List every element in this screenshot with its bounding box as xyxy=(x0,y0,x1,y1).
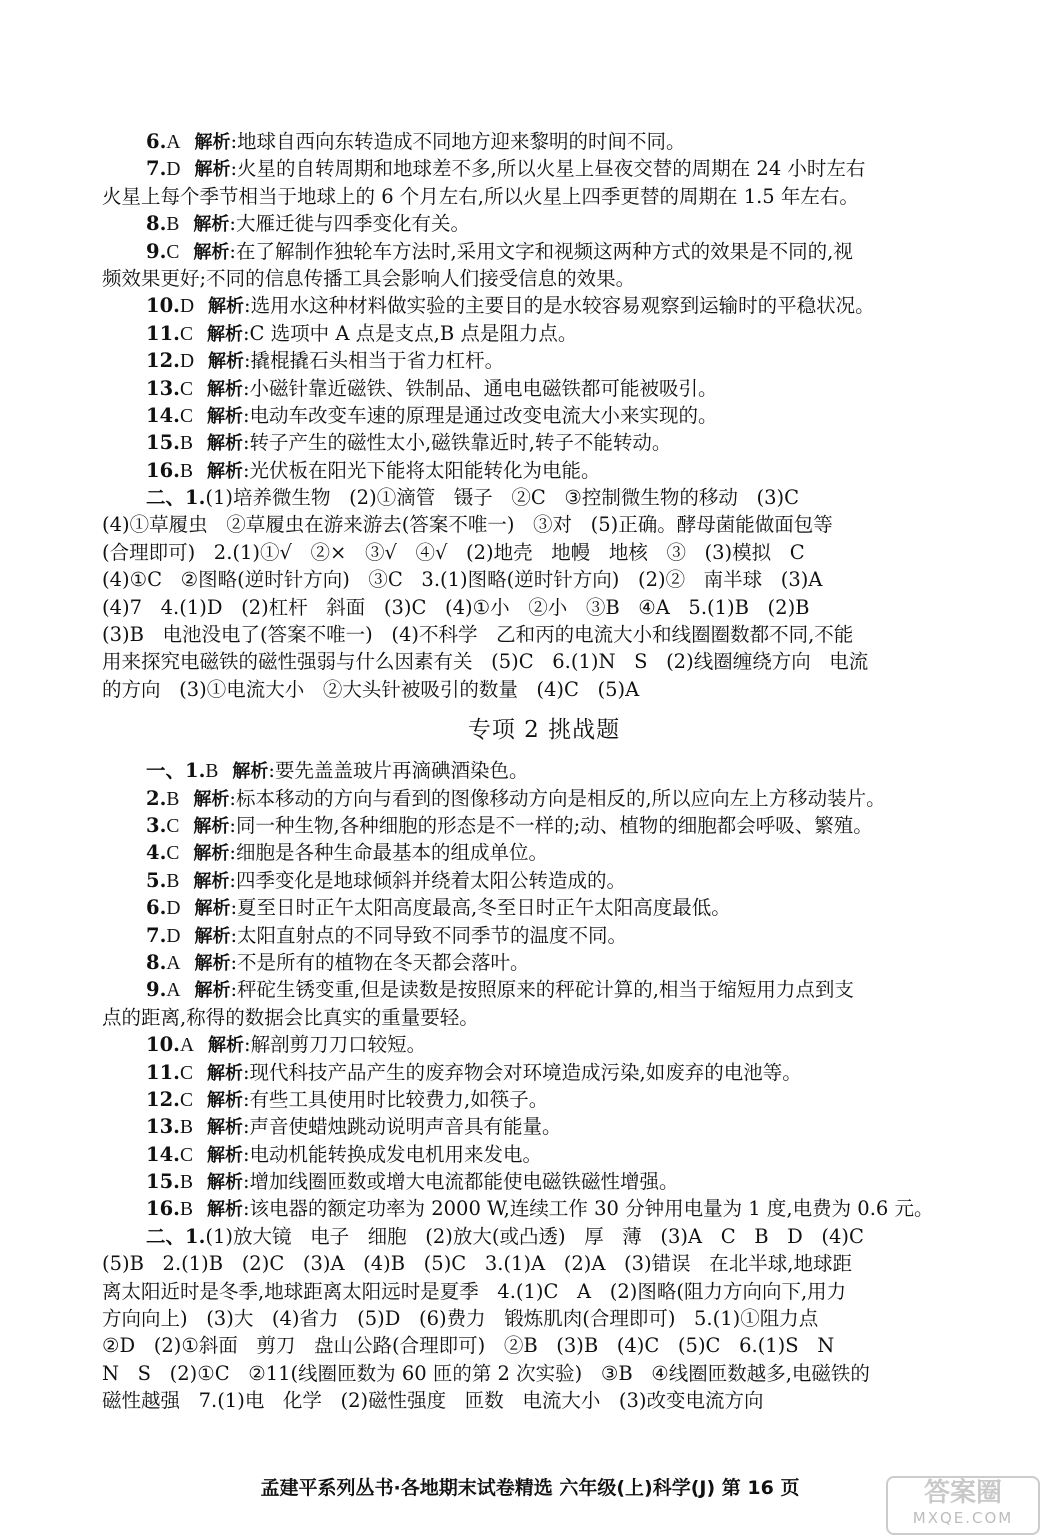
answer-text: :选用水这种材料做实验的主要目的是水较容易观察到运输时的平稳状况。 xyxy=(244,294,875,318)
answer-line xyxy=(102,785,986,812)
answer-line xyxy=(102,839,986,866)
analysis-label: 解析 xyxy=(193,815,230,837)
analysis-label: 解析 xyxy=(206,460,243,482)
answer-choice: D xyxy=(166,925,181,947)
answer-text: :太阳直射点的不同导致不同季节的温度不同。 xyxy=(230,923,628,947)
answer-line xyxy=(102,594,986,621)
answer-choice: B xyxy=(179,433,193,455)
section-2-answers xyxy=(102,757,986,1414)
answer-choice: B xyxy=(166,870,180,892)
answer-line xyxy=(102,375,986,402)
answer-text: :火星的自转周期和地球差不多,所以火星上昼夜交替的周期在 24 小时左右 xyxy=(230,157,866,181)
answer-line xyxy=(102,894,986,921)
answer-text: :四季变化是地球倾斜并绕着太阳公转造成的。 xyxy=(229,868,626,892)
answer-line xyxy=(102,347,986,374)
watermark-logo xyxy=(886,1476,1040,1535)
analysis-label: 解析 xyxy=(194,132,231,153)
answer-line xyxy=(102,292,986,319)
answer-text: :转子产生的磁性太小,磁铁靠近时,转子不能转动。 xyxy=(242,431,672,455)
analysis-label: 解析 xyxy=(194,159,231,181)
answer-line xyxy=(102,976,986,1003)
answer-choice: C xyxy=(179,378,193,400)
analysis-label: 解析 xyxy=(193,870,230,892)
question-number: 15. xyxy=(146,431,180,455)
answer-line xyxy=(102,1059,986,1086)
answer-line xyxy=(102,922,986,949)
section-1-answers xyxy=(102,128,986,703)
answer-choice: D xyxy=(166,159,181,181)
analysis-label: 解析 xyxy=(206,1062,243,1084)
watermark-text: 答案圈 xyxy=(923,1478,1002,1508)
question-number: 9. xyxy=(146,239,167,263)
answer-line xyxy=(102,757,986,784)
answer-text: :现代科技产品产生的废弃物会对环境造成污染,如废弃的电池等。 xyxy=(242,1060,802,1084)
question-number: 13. xyxy=(146,376,180,400)
analysis-label: 解析 xyxy=(206,1117,243,1139)
answer-line xyxy=(102,1168,986,1195)
answer-line xyxy=(102,238,986,265)
analysis-label: 解析 xyxy=(193,788,230,810)
analysis-label: 解析 xyxy=(206,433,243,455)
answer-choice: B xyxy=(205,761,219,783)
answer-text: ②D (2)①斜面 剪刀 盘山公路(合理即可) ②B (3)B (4)C (5)C 6.(1)S N xyxy=(102,1334,835,1358)
answer-text: 频效果更好;不同的信息传播工具会影响人们接受信息的效果。 xyxy=(102,266,636,290)
answer-choice: A xyxy=(166,132,181,153)
analysis-label: 解析 xyxy=(208,1035,245,1057)
answer-line xyxy=(102,1360,986,1387)
answer-line xyxy=(102,812,986,839)
question-number: 14. xyxy=(146,1142,180,1166)
answer-line xyxy=(102,265,986,292)
question-number: 8. xyxy=(146,950,167,974)
watermark-url: MXQE.COM xyxy=(912,1509,1014,1527)
answer-choice: C xyxy=(179,323,193,345)
answer-line xyxy=(102,1387,986,1414)
question-number: 一、1. xyxy=(146,759,206,783)
answer-choice: B xyxy=(179,1199,193,1221)
answer-line xyxy=(102,511,986,538)
answer-text: :要先盖盖玻片再滴碘酒染色。 xyxy=(268,759,529,783)
answer-line xyxy=(102,1004,986,1031)
answer-text: :C 选项中 A 点是支点,B 点是阻力点。 xyxy=(242,321,578,345)
answer-choice: B xyxy=(179,460,193,482)
answer-text: 用来探究电磁铁的磁性强弱与什么因素有关 (5)C 6.(1)N S (2)线圈缠绕方向 电流 xyxy=(102,650,869,674)
analysis-label: 解析 xyxy=(194,952,231,974)
answer-text: :光伏板在阳光下能将太阳能转化为电能。 xyxy=(242,458,601,482)
answer-choice: D xyxy=(179,351,195,373)
answer-text: :解剖剪刀刀口较短。 xyxy=(244,1033,427,1057)
answer-text: 方向向上) (3)大 (4)省力 (5)D (6)费力 锻炼肌肉(合理即可) 5.(1)①阻力点 xyxy=(102,1307,819,1331)
question-number: 10. xyxy=(146,294,180,318)
answer-text: (合理即可) 2.(1)①√ ②× ③√ ④√ (2)地壳 地幔 地核 ③ (3)模拟 C xyxy=(102,540,805,564)
answer-text: :细胞是各种生命最基本的组成单位。 xyxy=(229,841,548,865)
answer-choice: C xyxy=(179,1144,193,1166)
answer-choice: C xyxy=(179,405,193,427)
analysis-label: 解析 xyxy=(208,351,245,373)
answer-text: :夏至日时正午太阳高度最高,冬至日时正午太阳高度最低。 xyxy=(230,896,731,920)
question-number: 3. xyxy=(146,813,167,837)
answer-line xyxy=(102,621,986,648)
question-number: 12. xyxy=(146,1087,180,1111)
answer-line xyxy=(102,949,986,976)
question-number: 16. xyxy=(146,458,180,482)
answer-line xyxy=(102,155,986,182)
analysis-label: 解析 xyxy=(193,241,230,263)
answer-line xyxy=(102,402,986,429)
answer-page xyxy=(102,128,986,1415)
answer-text: :在了解制作独轮车方法时,采用文字和视频这两种方式的效果是不同的,视 xyxy=(229,239,853,263)
answer-line xyxy=(102,484,986,511)
question-number: 5. xyxy=(146,868,167,892)
answer-line xyxy=(102,1305,986,1332)
answer-choice: D xyxy=(166,898,181,920)
answer-line xyxy=(102,1086,986,1113)
question-number: 7. xyxy=(146,923,167,947)
answer-text: 离太阳近时是冬季,地球距离太阳远时是夏季 4.(1)C A (2)图略(阻力方向向下,用力 xyxy=(102,1279,847,1303)
answer-text: 的方向 (3)①电流大小 ②大头针被吸引的数量 (4)C (5)A xyxy=(102,677,640,701)
question-number: 10. xyxy=(146,1033,180,1057)
section-title: 专项 2 挑战题 xyxy=(467,717,621,744)
analysis-label: 解析 xyxy=(206,405,243,427)
answer-line xyxy=(102,128,986,155)
answer-choice: C xyxy=(166,815,180,837)
answer-text: N S (2)①C ②11(线圈匝数为 60 匝的第 2 次实验) ③B ④线圈匝数越多,电磁铁的 xyxy=(102,1361,870,1385)
question-number: 16. xyxy=(146,1197,180,1221)
answer-line xyxy=(102,1250,986,1277)
answer-line xyxy=(102,320,986,347)
question-number: 13. xyxy=(146,1115,180,1139)
answer-line xyxy=(102,676,986,703)
answer-text: (1)培养微生物 (2)①滴管 镊子 ②C ③控制微生物的移动 (3)C xyxy=(205,486,800,510)
question-number: 8. xyxy=(146,212,167,236)
answer-text: (3)B 电池没电了(答案不唯一) (4)不科学 乙和丙的电流大小和线圈圈数都不同,不能 xyxy=(102,623,854,647)
analysis-label: 解析 xyxy=(206,1144,243,1166)
question-number: 4. xyxy=(146,841,167,865)
answer-line xyxy=(102,1223,986,1250)
analysis-label: 解析 xyxy=(206,1199,243,1221)
answer-text: (4)①C ②图略(逆时针方向) ③C 3.(1)图略(逆时针方向) (2)② 南半球 (3)A xyxy=(102,568,823,592)
answer-line xyxy=(102,566,986,593)
answer-line xyxy=(102,867,986,894)
answer-text: :有些工具使用时比较费力,如筷子。 xyxy=(242,1087,549,1111)
question-number: 二、1. xyxy=(146,1224,206,1248)
answer-line xyxy=(102,1031,986,1058)
analysis-label: 解析 xyxy=(206,378,243,400)
answer-text: :声音使蜡烛跳动说明声音具有能量。 xyxy=(242,1115,562,1139)
analysis-label: 解析 xyxy=(194,898,231,920)
answer-choice: C xyxy=(166,843,180,865)
question-number: 7. xyxy=(146,157,167,181)
question-number: 二、1. xyxy=(146,486,206,510)
answer-text: (5)B 2.(1)B (2)C (3)A (4)B (5)C 3.(1)A (2)A (3)错误 在北半球,地球距 xyxy=(102,1252,852,1276)
answer-choice: C xyxy=(179,1062,193,1084)
answer-text: (4)①草履虫 ②草履虫在游来游去(答案不唯一) ③对 (5)正确。酵母菌能做面包等 xyxy=(102,513,833,537)
answer-text: :地球自西向东转造成不同地方迎来黎明的时间不同。 xyxy=(230,130,686,153)
question-number: 6. xyxy=(146,896,167,920)
question-number: 6. xyxy=(146,130,167,153)
analysis-label: 解析 xyxy=(232,761,269,783)
answer-text: 点的距离,称得的数据会比真实的重量要轻。 xyxy=(102,1005,479,1029)
analysis-label: 解析 xyxy=(193,214,230,236)
answer-text: :电动车改变车速的原理是通过改变电流大小来实现的。 xyxy=(242,403,718,427)
answer-text: :增加线圈匝数或增大电流都能使电磁铁磁性增强。 xyxy=(242,1170,679,1194)
answer-text: (4)7 4.(1)D (2)杠杆 斜面 (3)C (4)①小 ②小 ③B ④A 5.(1)B (2)B xyxy=(102,595,810,619)
answer-line xyxy=(102,183,986,210)
answer-line xyxy=(102,1113,986,1140)
answer-choice: B xyxy=(179,1117,193,1139)
answer-text: :不是所有的植物在冬天都会落叶。 xyxy=(230,950,530,974)
answer-choice: B xyxy=(179,1172,193,1194)
question-number: 2. xyxy=(146,786,167,810)
answer-choice: B xyxy=(166,214,180,236)
answer-text: :电动机能转换成发电机用来发电。 xyxy=(242,1142,543,1166)
analysis-label: 解析 xyxy=(208,296,245,318)
answer-line xyxy=(102,1195,986,1222)
question-number: 14. xyxy=(146,403,180,427)
question-number: 11. xyxy=(146,1060,180,1084)
analysis-label: 解析 xyxy=(206,323,243,345)
answer-text: :秤砣生锈变重,但是读数是按照原来的秤砣计算的,相当于缩短用力点到支 xyxy=(230,978,854,1002)
answer-line xyxy=(102,1278,986,1305)
analysis-label: 解析 xyxy=(206,1172,243,1194)
analysis-label: 解析 xyxy=(193,843,230,865)
question-number: 11. xyxy=(146,321,180,345)
answer-line xyxy=(102,648,986,675)
analysis-label: 解析 xyxy=(194,980,231,1002)
analysis-label: 解析 xyxy=(206,1089,243,1111)
question-number: 15. xyxy=(146,1170,180,1194)
answer-text: 火星上每个季节相当于地球上的 6 个月左右,所以火星上四季更替的周期在 1.5 年左右。 xyxy=(102,184,859,208)
answer-line xyxy=(102,1141,986,1168)
question-number: 9. xyxy=(146,978,167,1002)
answer-line xyxy=(102,429,986,456)
answer-choice: B xyxy=(166,788,180,810)
answer-text: :标本移动的方向与看到的图像移动方向是相反的,所以应向左上方移动装片。 xyxy=(229,786,886,810)
answer-choice: D xyxy=(179,296,195,318)
answer-text: (1)放大镜 电子 细胞 (2)放大(或凸透) 厚 薄 (3)A C B D (4)C xyxy=(205,1224,864,1248)
question-number: 12. xyxy=(146,349,180,373)
answer-choice: A xyxy=(179,1035,195,1057)
answer-line xyxy=(102,539,986,566)
page-footer: 孟建平系列丛书·各地期末试卷精选 六年级(上)科学(J) 第 16 页 xyxy=(260,1477,800,1499)
answer-choice: C xyxy=(179,1089,193,1111)
answer-text: :大雁迁徙与四季变化有关。 xyxy=(229,212,470,236)
answer-line xyxy=(102,210,986,237)
answer-choice: A xyxy=(166,980,181,1002)
answer-line xyxy=(102,1332,986,1359)
answer-text: :同一种生物,各种细胞的形态是不一样的;动、植物的细胞都会呼吸、繁殖。 xyxy=(229,813,873,837)
answer-line xyxy=(102,457,986,484)
answer-text: 磁性越强 7.(1)电 化学 (2)磁性强度 匝数 电流大小 (3)改变电流方向 xyxy=(102,1389,764,1413)
answer-text: :小磁针靠近磁铁、铁制品、通电电磁铁都可能被吸引。 xyxy=(242,376,718,400)
analysis-label: 解析 xyxy=(194,925,231,947)
answer-text: :该电器的额定功率为 2000 W,连续工作 30 分钟用电量为 1 度,电费为 0.6 元。 xyxy=(242,1197,934,1221)
answer-choice: C xyxy=(166,241,180,263)
answer-text: :撬棍撬石头相当于省力杠杆。 xyxy=(244,349,505,373)
answer-choice: A xyxy=(166,952,181,974)
